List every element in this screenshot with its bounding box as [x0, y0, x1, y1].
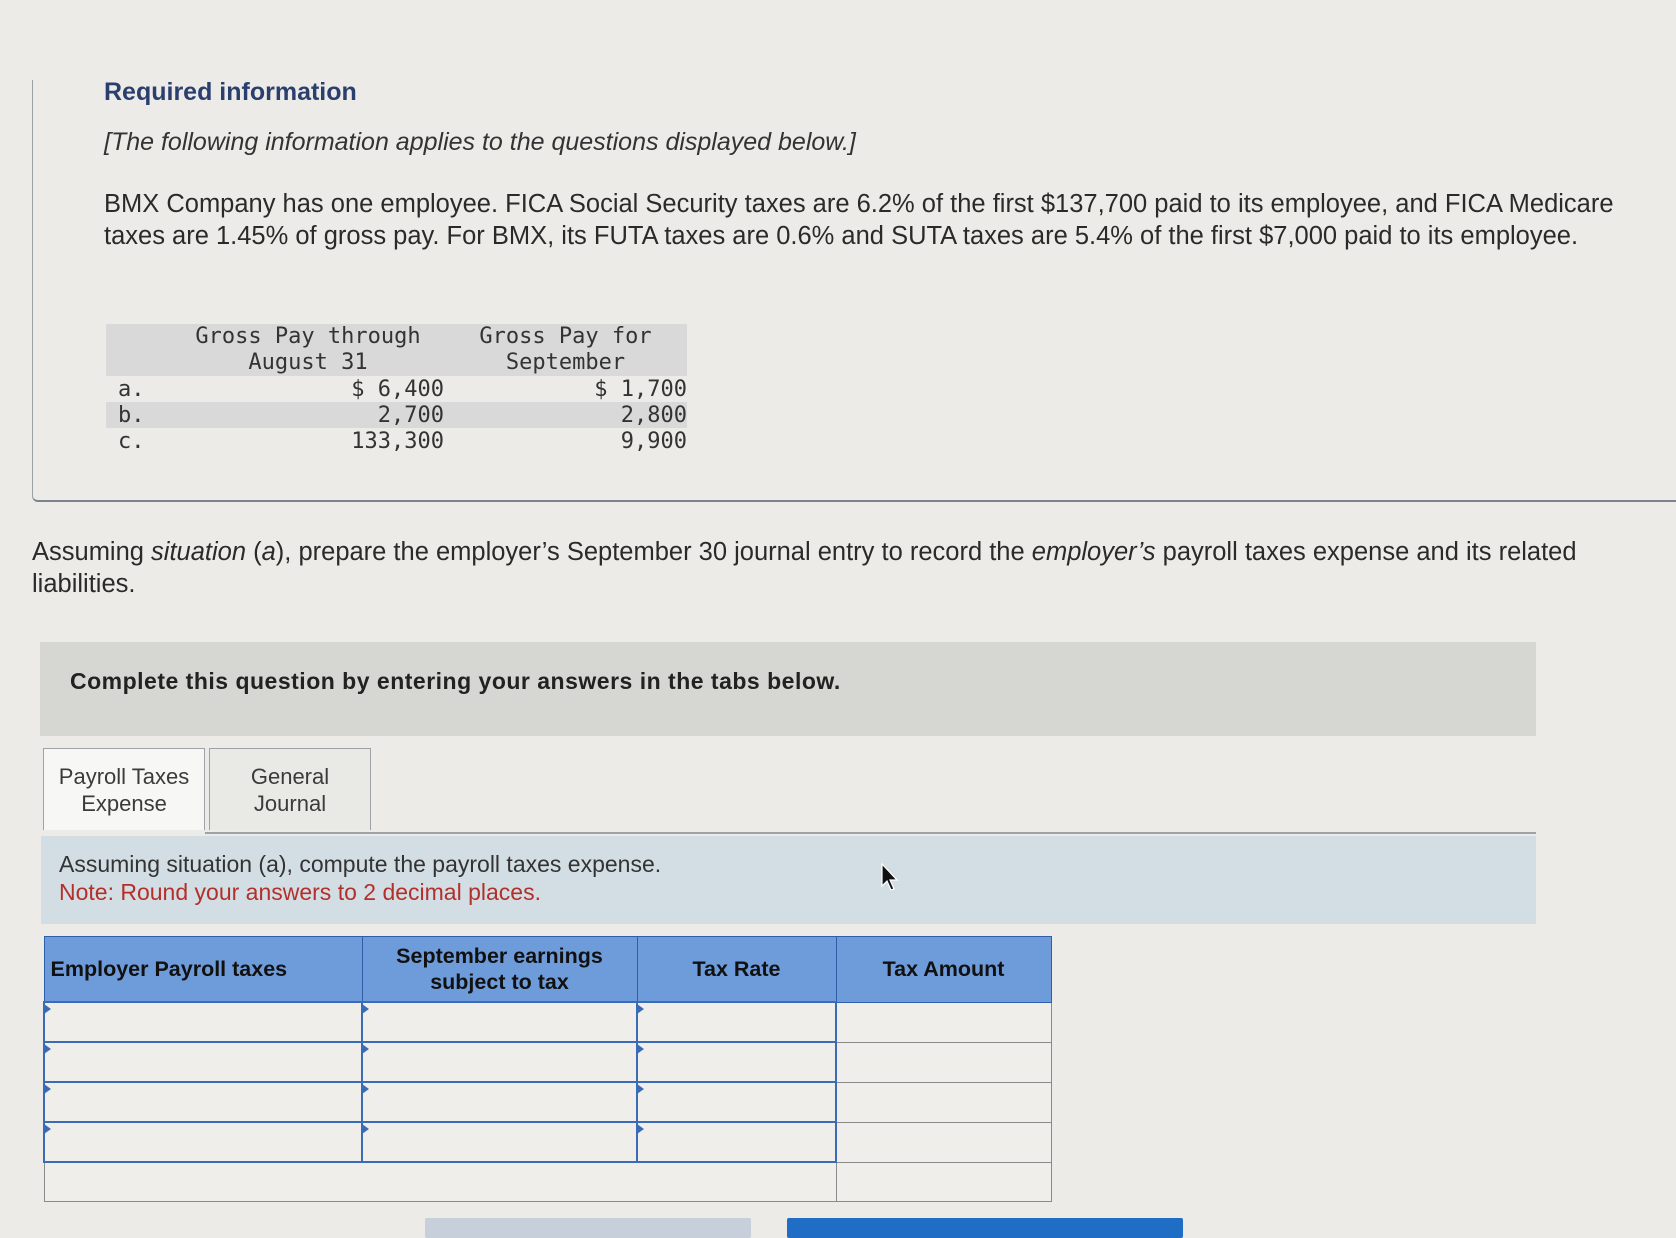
- question-text: Assuming situation (a), prepare the employer’s September 30 journal entry to record the employer’s payroll taxes expense and its related liabilities.: [32, 538, 1577, 598]
- total-label-cell: [44, 1162, 836, 1202]
- prev-button[interactable]: [425, 1218, 751, 1238]
- gross-pay-table: [106, 324, 687, 454]
- earnings-input[interactable]: [363, 1043, 636, 1081]
- tab-divider: [205, 832, 1536, 834]
- tax-rate-input[interactable]: [638, 1123, 835, 1161]
- total-amount-cell: [836, 1162, 1051, 1202]
- table-row: b. 2,700 2,800: [106, 402, 687, 428]
- table-row: a. $ 6,400 $ 1,700: [118, 376, 687, 402]
- tax-amount-cell: [836, 1082, 1051, 1122]
- tab-instructions: [41, 836, 1536, 924]
- col-header-employer: Employer Payroll taxes: [44, 937, 362, 1003]
- tax-amount-cell: [836, 1042, 1051, 1082]
- tab-general-journal[interactable]: General Journal: [209, 748, 371, 830]
- tax-amount-cell: [836, 1122, 1051, 1162]
- employer-tax-input[interactable]: [45, 1043, 361, 1081]
- tax-rate-input[interactable]: [638, 1043, 835, 1081]
- header-gross-sep-2: September: [505, 350, 626, 375]
- header-gross-aug: Gross Pay through: [195, 324, 421, 349]
- employer-tax-input[interactable]: [45, 1003, 361, 1041]
- instruction-line: Assuming situation (a), compute the payroll taxes expense.: [59, 851, 662, 877]
- header-gross-sep: Gross Pay for: [479, 324, 652, 349]
- problem-paragraph: BMX Company has one employee. FICA Social Security taxes are 6.2% of the first $137,700 paid to its employee, and FICA Medicare taxes are 1.45% of gross pay. For BMX, its FUTA taxes are 0.6% and SUTA taxes are 5.4% of the first $7,000 paid to its employee.: [104, 190, 1614, 250]
- col-header-earnings: September earnings subject to tax: [362, 937, 637, 1003]
- instructions-banner: [40, 642, 1536, 736]
- earnings-input[interactable]: [363, 1123, 636, 1161]
- required-info-title: Required information: [104, 78, 357, 106]
- tax-amount-cell: [836, 1002, 1051, 1042]
- total-row: [44, 1162, 1051, 1202]
- table-row: c. 133,300 9,900: [118, 428, 687, 454]
- employer-tax-input[interactable]: [45, 1123, 361, 1161]
- info-note: [The following information applies to the questions displayed below.]: [104, 128, 856, 156]
- earnings-input[interactable]: [363, 1083, 636, 1121]
- gross-table-corner: [106, 324, 172, 350]
- tax-rate-input[interactable]: [638, 1083, 835, 1121]
- tab-payroll-taxes-expense[interactable]: Payroll Taxes Expense: [43, 748, 205, 830]
- col-header-rate: Tax Rate: [637, 937, 836, 1003]
- earnings-input[interactable]: [363, 1003, 636, 1041]
- employer-tax-input[interactable]: [45, 1083, 361, 1121]
- table-row: [44, 1122, 1051, 1162]
- header-gross-aug-2: August 31: [248, 350, 368, 375]
- table-row: [44, 1002, 1051, 1042]
- mouse-pointer-icon: [880, 862, 900, 892]
- col-header-amount: Tax Amount: [836, 937, 1051, 1003]
- next-button[interactable]: [787, 1218, 1183, 1238]
- table-row: [44, 1082, 1051, 1122]
- instructions-banner-text: Complete this question by entering your answers in the tabs below.: [70, 668, 841, 694]
- rounding-note: Note: Round your answers to 2 decimal places.: [59, 879, 541, 905]
- table-row: [44, 1042, 1051, 1082]
- tax-rate-input[interactable]: [638, 1003, 835, 1041]
- payroll-tax-table: [43, 936, 1052, 1202]
